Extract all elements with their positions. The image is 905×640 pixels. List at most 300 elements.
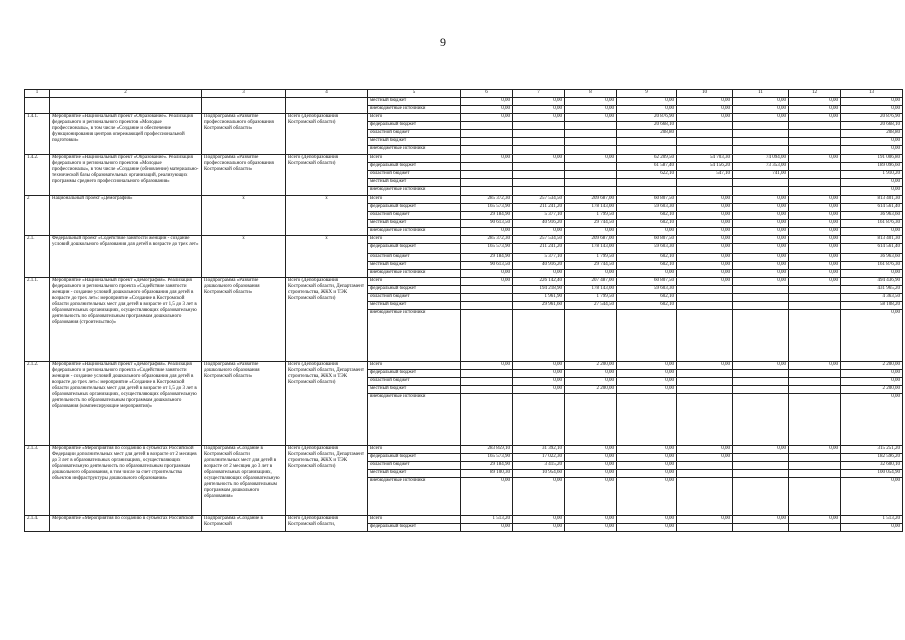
amount-cell: 207 487,00 xyxy=(565,278,617,286)
funding-source: федеральный бюджет xyxy=(368,286,461,294)
amount-cell: 59 603,30 xyxy=(617,204,677,212)
table-row xyxy=(25,516,903,524)
program-name: Подпрограмма «Развитие дошкольного образования Костромской области» xyxy=(202,362,286,446)
amount-cell: 0,00 xyxy=(565,524,617,532)
amount-cell: 60 807,50 xyxy=(617,278,677,286)
amount-cell: 0,00 xyxy=(677,278,733,286)
amount-cell: 29 184,90 xyxy=(461,462,513,470)
amount-cell xyxy=(461,378,513,386)
row-number: 1.4.2. xyxy=(25,155,50,196)
amount-cell: 0,00 xyxy=(513,386,565,394)
amount-cell: 0,00 xyxy=(513,270,565,278)
funding-source: внебюджетные источники xyxy=(368,394,461,446)
amount-cell xyxy=(789,470,841,478)
amount-cell: 257 534,50 xyxy=(513,196,565,204)
amount-cell: 0,00 xyxy=(677,254,733,262)
amount-cell xyxy=(513,310,565,362)
row-number: 1.4.1. xyxy=(25,114,50,155)
funding-source: местный бюджет xyxy=(368,302,461,310)
amount-cell xyxy=(733,478,789,516)
amount-cell: 5 377,10 xyxy=(513,212,565,220)
row-number: 2.1.2. xyxy=(25,362,50,446)
amount-cell xyxy=(677,524,733,532)
amount-cell: 5 377,10 xyxy=(513,254,565,262)
amount-cell: 40 916,20 xyxy=(513,220,565,228)
amount-cell: 0,00 xyxy=(733,228,789,236)
amount-cell xyxy=(565,179,617,187)
funding-source: Всего xyxy=(368,114,461,122)
amount-cell xyxy=(677,386,733,394)
amount-cell: 431 965,20 xyxy=(841,286,903,294)
amount-cell: 0,00 xyxy=(841,378,903,386)
amount-cell: 165 573,90 xyxy=(461,244,513,254)
amount-cell xyxy=(733,187,789,196)
amount-cell xyxy=(677,310,733,362)
amount-cell: 17 022,30 xyxy=(513,454,565,462)
budget-table xyxy=(24,89,903,532)
amount-cell xyxy=(513,122,565,130)
amount-cell xyxy=(789,130,841,138)
funding-source: областной бюджет xyxy=(368,378,461,386)
amount-cell: 0,00 xyxy=(789,362,841,370)
amount-cell: 4 363,50 xyxy=(841,294,903,302)
amount-cell: 226 142,40 xyxy=(513,278,565,286)
funding-source: Всего xyxy=(368,236,461,244)
amount-cell: 161 876,30 xyxy=(841,220,903,228)
funding-source: Всего xyxy=(368,446,461,454)
amount-cell: 0,00 xyxy=(461,524,513,532)
amount-cell: 89 100,30 xyxy=(461,470,513,478)
amount-cell: 0,00 xyxy=(733,278,789,286)
amount-cell: 0,00 xyxy=(841,370,903,378)
amount-cell: 36 963,60 xyxy=(841,254,903,262)
amount-cell: 36 963,60 xyxy=(841,212,903,220)
amount-cell: 165 573,90 xyxy=(461,454,513,462)
empty-cell xyxy=(50,98,202,114)
amount-cell xyxy=(789,138,841,146)
amount-cell: 0,00 xyxy=(733,270,789,278)
amount-cell: 40 916,20 xyxy=(513,262,565,270)
amount-cell: 60 807,50 xyxy=(617,236,677,244)
amount-cell: 0,00 xyxy=(677,454,733,462)
amount-cell xyxy=(733,454,789,462)
amount-cell: 182 596,20 xyxy=(841,454,903,462)
amount-cell: 0,00 xyxy=(617,106,677,114)
funding-source: федеральный бюджет xyxy=(368,122,461,130)
amount-cell: 0,00 xyxy=(461,155,513,163)
amount-cell: 0,00 xyxy=(617,386,677,394)
amount-cell: 0,00 xyxy=(733,204,789,212)
amount-cell xyxy=(789,146,841,155)
amount-cell: 0,00 xyxy=(513,370,565,378)
amount-cell xyxy=(733,146,789,155)
table-row xyxy=(25,114,903,122)
header-cell: 2 xyxy=(50,90,202,98)
amount-cell xyxy=(461,370,513,378)
amount-cell xyxy=(789,294,841,302)
amount-cell: 0,00 xyxy=(565,470,617,478)
amount-cell: 1 961,90 xyxy=(513,294,565,302)
amount-cell: 0,00 xyxy=(789,254,841,262)
amount-cell: 2 200,00 xyxy=(565,386,617,394)
amount-cell xyxy=(789,478,841,516)
funding-source: областной бюджет xyxy=(368,212,461,220)
amount-cell: 20 668,10 xyxy=(841,122,903,130)
amount-cell: 211 241,20 xyxy=(513,244,565,254)
amount-cell xyxy=(565,310,617,362)
table-row xyxy=(25,196,903,204)
amount-cell: 0,00 xyxy=(789,244,841,254)
amount-cell: 0,00 xyxy=(565,446,617,454)
amount-cell: 0,00 xyxy=(565,478,617,516)
executor: Всего (Депобразования Костромской области, Департамент строительства, ЖКХ и ТЭК Костромской области) xyxy=(286,362,368,446)
amount-cell: 0,00 xyxy=(841,146,903,155)
amount-cell: 0,00 xyxy=(617,462,677,470)
amount-cell: 1 513,20 xyxy=(841,516,903,524)
amount-cell: 0,00 xyxy=(565,516,617,524)
executor: Всего (Депобразования Костромской области, xyxy=(286,516,368,532)
amount-cell: 20 668,10 xyxy=(617,122,677,130)
amount-cell xyxy=(733,294,789,302)
amount-cell: 32 600,10 xyxy=(841,462,903,470)
executor: х xyxy=(286,236,368,278)
amount-cell: 0,00 xyxy=(565,378,617,386)
amount-cell: 0,00 xyxy=(565,98,617,106)
amount-cell: 0,00 xyxy=(617,516,677,524)
amount-cell: 0,00 xyxy=(617,362,677,370)
amount-cell: 59 603,30 xyxy=(617,244,677,254)
amount-cell xyxy=(513,171,565,179)
amount-cell: 0,00 xyxy=(841,179,903,187)
funding-source: федеральный бюджет xyxy=(368,163,461,171)
row-number: 2.1.3. xyxy=(25,446,50,516)
table-row xyxy=(25,278,903,286)
funding-source: федеральный бюджет xyxy=(368,244,461,254)
header-cell: 9 xyxy=(617,90,677,98)
item-name: Мероприятие «Мероприятия по созданию в субъектах Российской xyxy=(50,516,202,532)
amount-cell: 0,00 xyxy=(789,106,841,114)
amount-cell xyxy=(677,478,733,516)
amount-cell xyxy=(789,187,841,196)
amount-cell: 0,00 xyxy=(513,106,565,114)
amount-cell: 0,00 xyxy=(617,446,677,454)
amount-cell: 0,00 xyxy=(461,278,513,286)
amount-cell xyxy=(789,394,841,446)
amount-cell: 0,00 xyxy=(789,516,841,524)
funding-source: Всего xyxy=(368,362,461,370)
amount-cell xyxy=(677,179,733,187)
amount-cell xyxy=(513,138,565,146)
amount-cell xyxy=(513,179,565,187)
program-name: х xyxy=(202,236,286,278)
amount-cell: 178 143,00 xyxy=(565,244,617,254)
amount-cell: 0,00 xyxy=(841,270,903,278)
funding-source: внебюджетные источники xyxy=(368,146,461,155)
table-row xyxy=(25,362,903,370)
amount-cell: 602,10 xyxy=(617,302,677,310)
amount-cell: 61 587,40 xyxy=(617,163,677,171)
amount-cell: 0,00 xyxy=(789,114,841,122)
amount-cell: 29 744,50 xyxy=(565,220,617,228)
funding-source: внебюджетные источники xyxy=(368,106,461,114)
amount-cell xyxy=(733,462,789,470)
amount-cell: 0,00 xyxy=(733,114,789,122)
amount-cell xyxy=(789,462,841,470)
amount-cell: 90 613,50 xyxy=(461,262,513,270)
amount-cell xyxy=(461,294,513,302)
amount-cell: 0,00 xyxy=(565,228,617,236)
amount-cell: 0,00 xyxy=(513,228,565,236)
amount-cell: 602,10 xyxy=(617,262,677,270)
amount-cell xyxy=(789,163,841,171)
amount-cell xyxy=(789,171,841,179)
amount-cell xyxy=(733,138,789,146)
amount-cell xyxy=(617,179,677,187)
amount-cell: 0,00 xyxy=(617,370,677,378)
item-name: Национальный проект «Демография» xyxy=(50,196,202,236)
amount-cell: 0,00 xyxy=(513,362,565,370)
amount-cell xyxy=(565,394,617,446)
funding-source: Всего xyxy=(368,196,461,204)
amount-cell xyxy=(733,370,789,378)
funding-source: местный бюджет xyxy=(368,220,461,228)
funding-source: областной бюджет xyxy=(368,130,461,138)
amount-cell: 59 603,30 xyxy=(617,286,677,294)
amount-cell: 0,00 xyxy=(841,138,903,146)
amount-cell: 0,00 xyxy=(461,98,513,106)
amount-cell xyxy=(733,470,789,478)
amount-cell: 0,00 xyxy=(677,196,733,204)
amount-cell xyxy=(789,386,841,394)
item-name: Мероприятие «Национальный проект «Образование». Реализация федерального и регионального проектов «Молодые профессионалы», в том числе «Создание (обновление) материально-технической базы образовательных организаций, реализующих программы среднего профессионального образования» xyxy=(50,155,202,196)
funding-source: внебюджетные источники xyxy=(368,228,461,236)
amount-cell: 0,00 xyxy=(677,228,733,236)
amount-cell xyxy=(617,138,677,146)
amount-cell: 0,00 xyxy=(789,446,841,454)
amount-cell: 0,00 xyxy=(733,98,789,106)
amount-cell xyxy=(677,470,733,478)
funding-source: федеральный бюджет xyxy=(368,370,461,378)
amount-cell xyxy=(677,462,733,470)
amount-cell xyxy=(677,286,733,294)
amount-cell: 1 513,20 xyxy=(461,516,513,524)
header-cell: 13 xyxy=(841,90,903,98)
header-cell: 11 xyxy=(733,90,789,98)
row-number: 2.1.1. xyxy=(25,278,50,362)
amount-cell: 0,00 xyxy=(513,114,565,122)
amount-cell xyxy=(733,286,789,294)
amount-cell xyxy=(461,130,513,138)
amount-cell: 0,00 xyxy=(789,155,841,163)
amount-cell: 208,80 xyxy=(617,130,677,138)
amount-cell xyxy=(461,122,513,130)
amount-cell: 0,00 xyxy=(461,270,513,278)
header-cell: 1 xyxy=(25,90,50,98)
amount-cell xyxy=(565,171,617,179)
amount-cell xyxy=(461,187,513,196)
amount-cell: 0,00 xyxy=(617,228,677,236)
amount-cell: 0,00 xyxy=(461,362,513,370)
amount-cell: 0,00 xyxy=(565,114,617,122)
amount-cell: 0,00 xyxy=(841,106,903,114)
amount-cell: 0,00 xyxy=(565,106,617,114)
amount-cell: 1 910,20 xyxy=(841,171,903,179)
amount-cell: 194 218,90 xyxy=(513,286,565,294)
funding-source: федеральный бюджет xyxy=(368,204,461,212)
amount-cell: 0,00 xyxy=(789,262,841,270)
amount-cell: 622,10 xyxy=(617,171,677,179)
funding-source: Всего xyxy=(368,278,461,286)
funding-source: местный бюджет xyxy=(368,179,461,187)
program-name: х xyxy=(202,196,286,236)
amount-cell: 161 876,30 xyxy=(841,262,903,270)
amount-cell: 0,00 xyxy=(513,524,565,532)
amount-cell: 0,00 xyxy=(513,478,565,516)
header-cell: 12 xyxy=(789,90,841,98)
amount-cell: 20 876,90 xyxy=(617,114,677,122)
amount-cell: 2 200,00 xyxy=(841,362,903,370)
amount-cell: 0,00 xyxy=(789,270,841,278)
amount-cell: 2 200,00 xyxy=(565,362,617,370)
amount-cell: 0,00 xyxy=(461,478,513,516)
amount-cell: 813 401,30 xyxy=(841,196,903,204)
amount-cell: 0,00 xyxy=(617,378,677,386)
amount-cell: 209 687,00 xyxy=(565,236,617,244)
amount-cell: 211 241,20 xyxy=(513,204,565,212)
amount-cell: 0,00 xyxy=(789,228,841,236)
amount-cell xyxy=(565,130,617,138)
amount-cell xyxy=(565,146,617,155)
amount-cell xyxy=(461,286,513,294)
amount-cell: 0,00 xyxy=(617,98,677,106)
header-row xyxy=(25,90,903,98)
amount-cell xyxy=(617,187,677,196)
amount-cell: 0,00 xyxy=(461,106,513,114)
amount-cell: 0,00 xyxy=(677,204,733,212)
amount-cell xyxy=(565,187,617,196)
amount-cell: 0,00 xyxy=(733,236,789,244)
program-name: Подпрограмма «Развитие дошкольного образования Костромской области» xyxy=(202,278,286,362)
empty-cell xyxy=(25,98,50,114)
funding-source: федеральный бюджет xyxy=(368,454,461,462)
row-number: 2 xyxy=(25,196,50,236)
amount-cell xyxy=(733,122,789,130)
amount-cell xyxy=(677,370,733,378)
funding-source: федеральный бюджет xyxy=(368,524,461,532)
amount-cell xyxy=(677,302,733,310)
amount-cell xyxy=(513,394,565,446)
funding-source: внебюджетные источники xyxy=(368,478,461,516)
amount-cell xyxy=(461,310,513,362)
amount-cell xyxy=(733,130,789,138)
executor: х xyxy=(286,196,368,236)
amount-cell: 0,00 xyxy=(733,244,789,254)
amount-cell xyxy=(461,138,513,146)
amount-cell: 20 876,90 xyxy=(841,114,903,122)
program-name: Подпрограмма «Создание в Костромской xyxy=(202,516,286,532)
amount-cell: 0,00 xyxy=(841,98,903,106)
executor: Всего (Депобразования Костромской области) xyxy=(286,155,368,196)
amount-cell: 285 372,30 xyxy=(461,196,513,204)
amount-cell: 0,00 xyxy=(565,370,617,378)
header-cell: 5 xyxy=(368,90,461,98)
amount-cell xyxy=(617,146,677,155)
amount-cell: 602,10 xyxy=(617,212,677,220)
amount-cell xyxy=(461,394,513,446)
amount-cell: 1 799,50 xyxy=(565,254,617,262)
amount-cell: 0,00 xyxy=(617,478,677,516)
amount-cell: 0,00 xyxy=(789,236,841,244)
amount-cell: 0,00 xyxy=(733,262,789,270)
amount-cell: 0,00 xyxy=(677,446,733,454)
amount-cell: 178 143,00 xyxy=(565,204,617,212)
executor: Всего (Депобразования Костромской области, Департамент строительства, ЖКХ и ТЭК Костромской области) xyxy=(286,446,368,516)
amount-cell: 285 372,30 xyxy=(461,236,513,244)
amount-cell xyxy=(677,378,733,386)
amount-cell: 29 184,90 xyxy=(461,212,513,220)
amount-cell: 189 096,60 xyxy=(841,163,903,171)
amount-cell xyxy=(733,524,789,532)
amount-cell xyxy=(677,130,733,138)
amount-cell: 0,00 xyxy=(841,228,903,236)
table-row xyxy=(25,98,903,106)
amount-cell: 58 108,20 xyxy=(841,302,903,310)
amount-cell xyxy=(617,394,677,446)
amount-cell: 602,10 xyxy=(617,254,677,262)
amount-cell: 0,00 xyxy=(733,362,789,370)
amount-cell xyxy=(789,286,841,294)
funding-source: внебюджетные источники xyxy=(368,310,461,362)
funding-source: Всего xyxy=(368,155,461,163)
amount-cell: 2 200,00 xyxy=(841,386,903,394)
amount-cell: 31 392,10 xyxy=(513,446,565,454)
amount-cell xyxy=(677,187,733,196)
amount-cell xyxy=(733,302,789,310)
amount-cell xyxy=(677,394,733,446)
amount-cell: 0,00 xyxy=(461,114,513,122)
program-name: Подпрограмма «Развитие профессионального образования Костромской области» xyxy=(202,155,286,196)
amount-cell xyxy=(513,130,565,138)
amount-cell: 3 415,20 xyxy=(513,462,565,470)
header-cell: 6 xyxy=(461,90,513,98)
amount-cell xyxy=(461,171,513,179)
amount-cell: 60 807,50 xyxy=(617,196,677,204)
amount-cell: 0,00 xyxy=(677,106,733,114)
amount-cell: 0,00 xyxy=(733,220,789,228)
page-number: 9 xyxy=(440,35,446,49)
item-name: Федеральный проект «Содействие занятости женщин - создание условий дошкольного образования для детей в возрасте до трех лет» xyxy=(50,236,202,278)
amount-cell: 0,00 xyxy=(841,478,903,516)
amount-cell: 1 799,50 xyxy=(565,212,617,220)
amount-cell: 602,10 xyxy=(617,294,677,302)
amount-cell: 602,10 xyxy=(617,220,677,228)
item-name: Мероприятие «Национальный проект «Демография». Реализация федерального и регионального проекта «Содействие занятости женщин - создание условий дошкольного образования для детей в возрасте до трех лет»: мероприятие «Создание в Костромской области дополнительных мест для детей в возрасте от 1,5 до 3 лет в образовательных организациях, осуществляющих образовательную деятельность по образовательным программам дошкольного образования (компенсирующие мероприятия)» xyxy=(50,362,202,446)
amount-cell: 0,00 xyxy=(841,187,903,196)
amount-cell: 0,00 xyxy=(677,362,733,370)
amount-cell: 0,00 xyxy=(617,270,677,278)
amount-cell: 0,00 xyxy=(677,262,733,270)
amount-cell: 0,00 xyxy=(565,155,617,163)
header-cell: 7 xyxy=(513,90,565,98)
funding-source: областной бюджет xyxy=(368,462,461,470)
funding-source: областной бюджет xyxy=(368,294,461,302)
item-name: Мероприятие «Мероприятия по созданию в субъектах Российской Федерации дополнительных мест для детей в возрасте от 2 месяцев до 3 лет в образовательных организациях, осуществляющих образовательную деятельность по образовательным программам дошкольного образования, в том числе за счет строительства объектов инфраструктуры дошкольного образования» xyxy=(50,446,202,516)
empty-cell xyxy=(286,98,368,114)
item-name: Мероприятие «Национальный проект «Образование». Реализация федерального и регионального проектов «Молодые профессионалы», в том числе «Создание и обеспечение функционирования центров опережающей профессиональной подготовки» xyxy=(50,114,202,155)
amount-cell xyxy=(565,138,617,146)
amount-cell: 73 353,00 xyxy=(733,163,789,171)
amount-cell: 0,00 xyxy=(677,244,733,254)
